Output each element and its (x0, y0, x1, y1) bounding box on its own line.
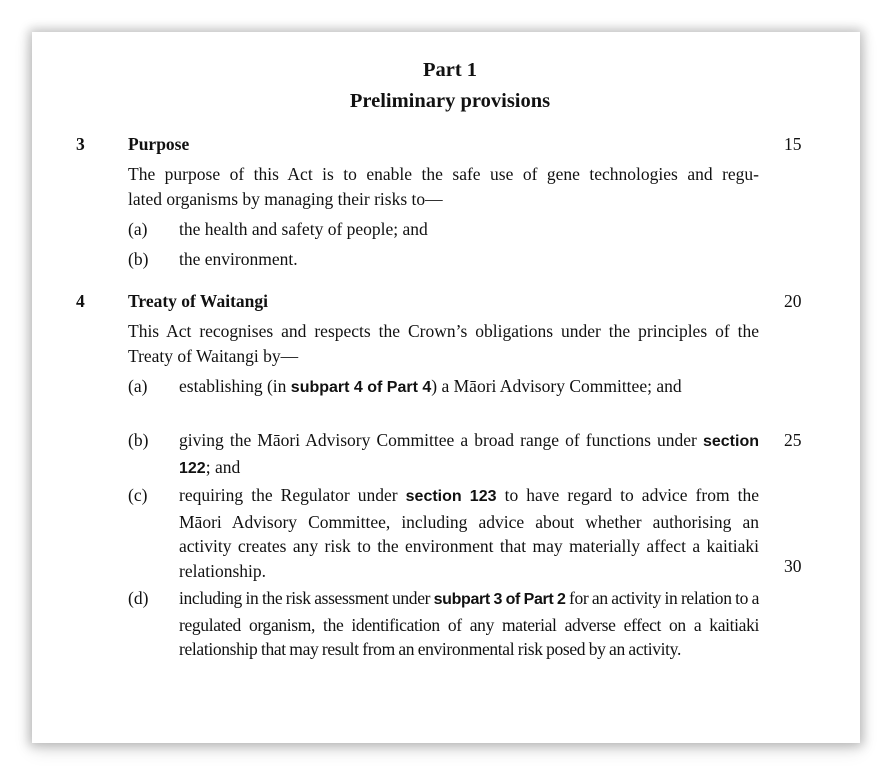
cross-reference-link[interactable]: subpart 3 of Part 2 (433, 591, 566, 608)
paragraph-text-before: including in the risk assessment under (179, 588, 434, 608)
paragraph-text (179, 586, 759, 662)
paragraph-text-before: establishing (in (179, 376, 291, 396)
paragraph-label: (b) (128, 249, 149, 269)
section-number: 4 (76, 291, 85, 311)
part-number: Part 1 (422, 59, 478, 81)
section-number: 3 (76, 134, 85, 154)
paragraph-text-after: ; and (205, 456, 241, 477)
paragraph-text (179, 428, 759, 481)
cross-reference-link[interactable]: section 122 (179, 433, 759, 477)
paragraph-label: (a) (128, 376, 148, 396)
paragraph-text (179, 483, 759, 583)
line-number: 15 (784, 134, 802, 154)
paragraph-label: (d) (128, 588, 149, 608)
paragraph-text-after: ) a Māori Advisory Committee; and (431, 376, 682, 396)
paragraph-label: (a) (128, 219, 148, 239)
section-intro-line: The purpose of this Act is to enable the safe use of gene technologies and regu- (128, 164, 759, 184)
part-title: Preliminary provisions (349, 90, 551, 112)
paragraph-text-after: to have regard to advice from the Māori Advisory Committee, including advice about whether authorising an activity creates any risk to the environment that may materially affect a kaitiaki relationship. (179, 485, 759, 581)
cross-reference-link[interactable]: subpart 4 of Part 4 (290, 379, 432, 396)
section-intro: This Act recognises and respects the Crown’s obligations under the principles of the Treaty of Waitangi by— (128, 321, 759, 366)
paragraph-label: (b) (128, 430, 149, 450)
line-number: 20 (784, 291, 802, 311)
paragraph-text-before: requiring the Regulator under (179, 485, 406, 505)
paragraph-text-after: for an activity in relation to a regulated organism, the identification of any material adverse effect on a kaitiaki relationship that may result from an environmental risk posed by an activity. (179, 588, 759, 659)
paragraph-text: the environment. (179, 249, 298, 269)
section-heading: Purpose (128, 134, 190, 154)
section-intro-line: lated organisms by managing their risks to— (128, 188, 443, 209)
paragraph-text (179, 374, 759, 401)
paragraph-text-before: giving the Māori Advisory Committee a broad range of functions under (179, 430, 703, 450)
line-number: 30 (784, 556, 802, 576)
section-intro (128, 162, 759, 211)
paragraph-text: the health and safety of people; and (179, 219, 428, 239)
section-heading: Treaty of Waitangi (128, 291, 268, 311)
paragraph-label: (c) (128, 485, 148, 505)
cross-reference-link[interactable]: section 123 (405, 488, 497, 505)
line-number: 25 (784, 430, 802, 450)
document-page (32, 32, 860, 743)
